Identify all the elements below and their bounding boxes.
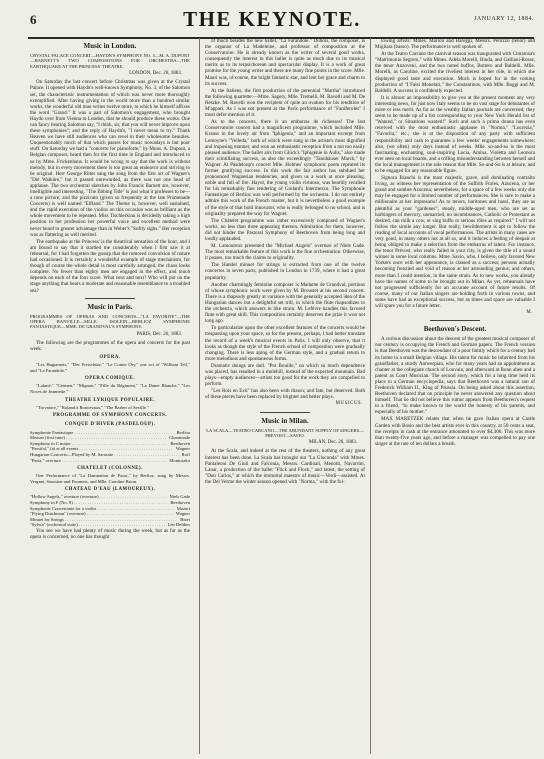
- column-2: [205, 38, 365, 754]
- masthead: [0, 4, 544, 38]
- paragraph: The Handel minuet for strings is extracted from one of the twelve concertos in seven parts, published in London in 1739, where it had a great popularity.: [205, 262, 365, 281]
- paragraph: Dramatic doings are dull. "Pot Bouille," on which so much dependence was placed, has resulted in a molehill, instead of the expected mountain. Bad plays—empty audiences—artists too good for the work they are compelled to perform.: [205, 362, 365, 388]
- article-heading-london: Music in London.: [83, 42, 137, 50]
- signature: M.: [526, 310, 533, 316]
- paragraph: To particularize upon the other excellent features of the concerts would be trespassing upon your space, so for the present, perhaps, I had better translate the record of a week's musical events in Paris. I will only observe, that it looks as though the style of the French school of composition were gradually changing. There is less aping of the German style, and a gradual return to more melodious and spontaneous forms.: [205, 325, 365, 362]
- paragraph: "Les Rois en Exil" has also been with drawn; and fate, but deserved. Both of these pieces have been replaced by brighter and better plays.: [205, 388, 365, 401]
- paragraph: The following are the programmes of the opera and concerts for the past week:: [30, 339, 190, 352]
- programme-line: "Sylvia" (orchestral suite) . . . Léo Delibes: [30, 522, 190, 528]
- paragraph: It is almost an impossibility to give you at the present moment any very interesting news, for just now Italy seems to be on vast stage for debutantes of more or less merit. As far as the wealthy Italian journals are concerned, they seem to be made up of a list corresponding to your New York Herald list of "Wanted," or Situations wanted!" Such and such a prima donna has even received with the most enthusiastic applause in "Norma," "Lucrezia," "Favorita," etc.; she is at the disposition of any party with sufficient responsibility and cash to guarantee a few weeks' engagements somewhere; also, (we often) only days instead of weeks. Mlle. so-and-so is the most fascinating, enchanting, soul-inspiring Lucia, Amina, Violetta and Leonora ever seen on local boards, and a trifling misunderstanding between herself and the local management is the sole reason that Mlle. So-and-So is at leisure, and to be engaged for any reasonable figure.: [375, 94, 535, 174]
- column-1: [30, 38, 190, 754]
- section-label: CHATELET (COLONNE).: [77, 466, 143, 472]
- programme-text: "Lakmé," "Carmen," "Mignon," "Fille du Régiment," "La Dame Blanche," "Les Noces de Jeannette.": [30, 383, 190, 395]
- dateline-london: LONDON, Dec. 26, 1883.: [129, 71, 182, 77]
- paragraph: At the Italiens, the first production of the perennial "Martha" introduced the following quartette:—Mme. Sagery, Mlle. Tremelli, M. Ravelli and M. De Reszke. M. Ravelli won the recipient of quite an ovation for his rendition of M'appari. As I was not present at the Paris performance of "Faniferoles" I must defer mention of it.: [205, 87, 365, 119]
- article-heading-beethoven: Beethoven's Descent.: [423, 325, 487, 334]
- divider: [260, 412, 310, 413]
- programme-line: Symphonic Concertante for a violin . . . Mozart: [30, 506, 190, 512]
- page-number: 6: [30, 12, 37, 27]
- programme-text: "Trovatore," "Roland à Roncevaux," "The Barber of Seville.": [36, 404, 149, 410]
- programme-line: Menuet (first time) . . . Chaminade: [30, 435, 190, 441]
- paragraph: lowing artists: Mmes. Marion and Bareggi, Messrs. Peruzzo (tenor) and Migliara (basso). The performance is well spoken of.: [375, 38, 535, 51]
- paragraph: At the Scala, and indeed at the rest of the theaters, nothing of any great interest has been done. La Scala has brought out "La Gioconda" with Mmes. Pantaleoni De Giuli and Falconia, Messrs. Cardinali, Menotti, Navarrini, Lanar, a production of the ballet "Flick and Flock," and latest, the setting of "Don Carlos," at which the immortal maestro of music—Verdi—assisted. At the Del Verme the winter season opened with "Norma," with the fol-: [205, 448, 365, 485]
- programme-line: Minuet for Strings . . . Bizet: [30, 517, 190, 523]
- programme-line: Symphony in F (No. 8) . . . Beethoven: [30, 500, 190, 506]
- dateline-milan: MILAN, Dec. 26, 1883.: [308, 440, 357, 446]
- programme-line: "Parsifal," (a) at all events . . . Wagner: [30, 446, 190, 452]
- paragraph: of much besides the new ballet, "La Farandole." Dubois, the composer, is the organist of La Madeleine, and professor of composition at the Conservatoire. He is already known as the writer of several good works, consequently the interest in this ballet is quite as much due to its musical merits as to its terpsichorean and spectacular display. It is a work of great promise for the young writer and there are many fine points in the score. Mlle. Mauri was, of course, the bright fantastic star, and lent her grace and charm to its success.: [205, 38, 365, 87]
- newspaper-title: THE KEYNOTE.: [183, 7, 361, 31]
- paragraph: The Châtelet programme was rather excessively composed of Wagner's works, no less than three appearing thereon. Admiration for them, however, did not hinder the Pastoral Symphony of Beethoven from being long and loudly applauded.: [205, 217, 365, 242]
- programme-list: [30, 494, 190, 528]
- programme-line: Symphonie Fantastique . . . Berlioz: [30, 430, 190, 436]
- article-subhead-paris: PROGRAMMES OF OPERAS AND CONCERTS—"LA FAVORITE"—THE OPERA BANVILLE—MLLE. ISOLEIN—BERLIOZ SYMPHONIE FANTASTIQUE—MME. DE GRANDVAL'S SYMPHONY.: [30, 313, 190, 330]
- article-heading-paris: Music in Paris.: [87, 302, 133, 311]
- divider: [85, 298, 135, 299]
- section-label: OPERA COMIQUE.: [85, 376, 135, 382]
- article-subhead-milan: LA SCALA—TEATRO CARCANO—THE ABUNDANT SUPPLY OF SINGERS—PREVOST—SAVIO.: [206, 427, 364, 438]
- programme-line: "Flying Dutchman" (overture) . . . Wagner: [30, 511, 190, 517]
- paragraph: You see we have had plenty of music during the week, but as far as the opera is concerned, no one has thought: [30, 528, 190, 541]
- column-rule: [370, 38, 371, 754]
- divider: [430, 320, 480, 321]
- section-label: PROGRAMME OF SYMPHONY CONCERTS.: [52, 413, 168, 419]
- programme-list: [30, 430, 190, 464]
- paragraph: As to the concerts, there is an embarras de richesses! The last Conservatoire concert had a magnificent programme, which included Mlle. Krauss in the lovely air from "Iphigenia," and an important excerpt from Lemoyne's "Velleda," both of which were sung in the artiste's most dignified and imposing manner, and won an enthusiastic reception from a not too easily pleased audience. The ballet airs from Glück's "Iphigénie in Aulis," also made their scintillating success, as also the exceedingly "Tannhäuser March," by Wagner. At Pasdeloup's concert Mlle. Holmes' symphonic poem repeated its former gratifying success. In this work the fair author has subdued her pronounced Wagnerian tendencies, and given us a work at once pleasing, noble and full of fire. Hayot, the young violin virtuoso, was heartily recalled for his remarkably fine rendering of Godard's Intermezzo. The Symphonie Fantastique of Berlioz was well performed by the orchestra. I do not entirely admire this work of the French master, but it is nevertheless a good example of the style of that bold innovator, who is really belonged to no school, and is originality prepared the way for Wagner.: [205, 119, 365, 217]
- programme-line: Symphony in C major . . . Beethoven: [30, 441, 190, 447]
- programme-line: "Paria," overture . . . Moniuszko: [30, 458, 190, 464]
- paragraph: MAX MARETZEK relates that when he gave Italian opera at Castle Garden with Bosio and the best artists ever in this country, at 50 cents a seat, the receipts in cash at the entrance amounted to over $4,300. This was more than twenty-five years ago, and before a manager was compelled to pay one singer at the rate of ten dollars a breath.: [375, 416, 535, 447]
- paragraph: M. Lamoureux presented the "Michael Angelo" overture of Niels Gade. The most remarkable feature of this work is the fine orchestration. Otherwise, it posses, too much the claims to originality.: [205, 243, 365, 262]
- article-subhead-london: CRYSTAL PALACE CONCERT—HAYDN'S SYMPHONY NO. 3—M. A. DUPONT—BARNETT'S TWO COMPOSITIONS FOR ORCHESTRA—THE EARTHQUAKE AT THE PRINCESS' THEATRE.: [30, 53, 190, 69]
- paragraph: Signora Bianchi is the most majestic, grave, and dominating contralto living, as witness her representation of the Suffolk Furies, Azucena, or her grand and sombre Azucena; nevertheless, for a space of a few weeks only she may be engaged for a limited number of performances. She is sure to make a millionaire at her impresario! As to tenors, baritones and bassi, they are as plentiful as your "gardenes"; steady, middle-aged men, who are set as harbingers of mercury, unmarried, no incumbrances, Catholic or Protestant as desired, can milk a cow, or sing buffo or serious rôles as required." I will not follow the simile any longer. But really, bewilderment is apt to follow the reading of local accounts of vocal performances. The artists in many cases are very good, in many others not at all so, and it induces a feeling of despair at being obliged to make a selection from the embarras of talent. For instance, the tenor Prévost, who really failed in your city, is given the title of a sound winner in some local columns. Mme. Savio, who, I believe, only favored New Yorkers once with her appearance, is classed as a success; persons actually becoming frenzied and void of reason at her astounding genius; and others, more than I could mention, in the same strain. As to new works, you already have the names of some to be brought out in Milan. As yet, rehearsals have not progressed sufficiently for an accurate account of future results. Of course, many of our Italian singers are holding forth in various towns, and some have had as exceptional success, but as times and space are valuable I will spare you for a future letter.: [375, 175, 535, 310]
- section-label: THEATRE LYRIQUE POPULAIRE.: [65, 397, 155, 403]
- column-3: [375, 38, 535, 754]
- article-heading-milan: Music in Milan.: [261, 416, 309, 425]
- paragraph: Another charmingly feminine composer is Madame de Grandval, portions of whose symphonic work were given by M. Broustet at his second concert. There is a rhapsody greatly at variance with the generally accepted idea of the Hungarian dances but a delightful set trill, in which the flute rhapsodizes to the orchestra, which answers in like strain. M. Lefèvre handles this favored flute with great skill. This composition certainly deserves the prize it won not long ago.: [205, 281, 365, 325]
- dateline-paris: PARIS, Dec. 26, 1883.: [136, 331, 182, 337]
- paragraph: At the Teatro Carcano the carnival season was inaugurated with Cimarosa's "Matrimonio Segreto," with Mmes. Adela Morelli, Binda, and Galliani-Rosse, the tenor Anzoveni, and the two noted buffos, Bottero and Baldelli. Mlle. Morelli, as Caroline, excited the liveliest interest in her rôle, in which she displayed good taste and execution. Much is hoped for in the coming production of "I Falsi Monetari," the Constantinos, with Mlle. Baggi and M. Baldelli. A success is confidently expected.: [375, 51, 535, 94]
- paragraph: On Saturday the last concert before Christmas was given at the Crystal Palace. It opened with Haydn's well-known Symphony, No. 3, of the Salomon set, the characteristic instrumentation of which was never more thoroughly exemplified. After having giving to the world more than a hundred similar works, the wonderful old man writes twelve more, to which he himself affixes the word "Grand." It was a part of Salomon's engagement, who brought Haydn over from Vienna to London, that he should produce these works. One can fancy hearing Salomon say, "I think, sir, that you will never improve upon these symphonies"; and the reply of Haydn's, "I never mean to try." Thank Heaven we have still audiences who can revel in their wholesome beauties. Unquestionably much of that which passes for music nowadays is but poor stuff. On Saturday we had a "concerto for pianoforte," by Mons. A. Dupont, a Belgian composer, heard then for the first time in England and introduced to us by Mme. Frickenhaus. It would be wrong to say that the work is without melody, but in every movement there is too great an endeavor and striving to be original. Herr George Ritter sang the song from the first act of Wagner's "Die Walküre," but it passed unrewarded, as there was not one head of applause. The two orchestral sketches by John Francis Barnett are, however, intelligible and interesting. "The Ebbing Tide" is just what it professes to be—a tone picture; and the pizzicato (given so frequently at the late Promenade Concerts) is well named "Elfland." The Theme is, however, well sustained, and the rapid execution of the violins on this occasion was as brilliant as the whole movement to be repeated. Miss Tischlerkinn is decidedly taking a high position in her profession her powerful voice and excellent method were never heard to greater advantage than in Weber's "Softly sighs." Her reception was as flattering as well merited.: [30, 79, 190, 238]
- programme-text: One Performance of "La Damnation de Faust," by Berlioz, sung by Messrs. Vergnet, Saussine and Fournets, and Mlle. Caroline Brion.: [30, 473, 190, 484]
- section-label: CHATEAU D'EAU (LAMOUREUX).: [64, 487, 156, 493]
- programme-line: "Hollow Angels," overture (overture) . . . Niels Gade: [30, 494, 190, 500]
- programme-line: Hungarian Concerto—Played by M. Sarasate . . . Roff: [30, 452, 190, 458]
- column-rule: [199, 38, 200, 754]
- paragraph: The earthquake at the Princess' is the theatrical sensation of the hour, and I am bound to say that it startled me considerably when I first saw it at rehearsal, for I had forgotten the gossip that the rumored convulsion of nature had occasioned. It is certainly a wonderful example of stage mechanism, for though of course the whole detail is most carefully arranged, the chaos looks complete. No fewer than eighty men are engaged in the effect, and much depends on each of the four score. What next and next? Who will put on the stage anything that bears a moderate and reasonable resemblance to a troubled sea?: [30, 238, 190, 294]
- issue-date: JANUARY 12, 1884.: [474, 16, 534, 22]
- signature: MUSICUS.: [335, 401, 363, 407]
- paragraph: A curious discussion about the descent of the greatest musical composer of our century is occupying the French and German papers. The French version is that Beethoven was the descendant of a poor family which for a century had its home in a small Belgian village. His talent for music he inherited from his grandfather, a sturdy Antwerpian, who for many years had an appointment as chanter at the collegiate church of Louvain, and afterward at Bonn ahen and a patent as Court Musician. The second story, which for a long time held its place in a German encyclopedia, says that Beethoven was a natural son of Frederick William II., King of Prussia. On being asked about this assertion, Beethoven declared that on principle he never answered any question about himself. That he did not believe this rumor appears from Beethoven's request to a friend, "to make known to the world the honesty of his parents, and especially of his mother.": [375, 336, 535, 416]
- section-label: OPERA.: [99, 355, 121, 361]
- section-label: CONQUE D'HIVER (PASDELOUP).: [64, 422, 156, 428]
- programme-text: "Les Huguenots," "Der Freischütz," "Le Comte Ory," one act of "William Tell," and "La Farandole.": [30, 362, 190, 373]
